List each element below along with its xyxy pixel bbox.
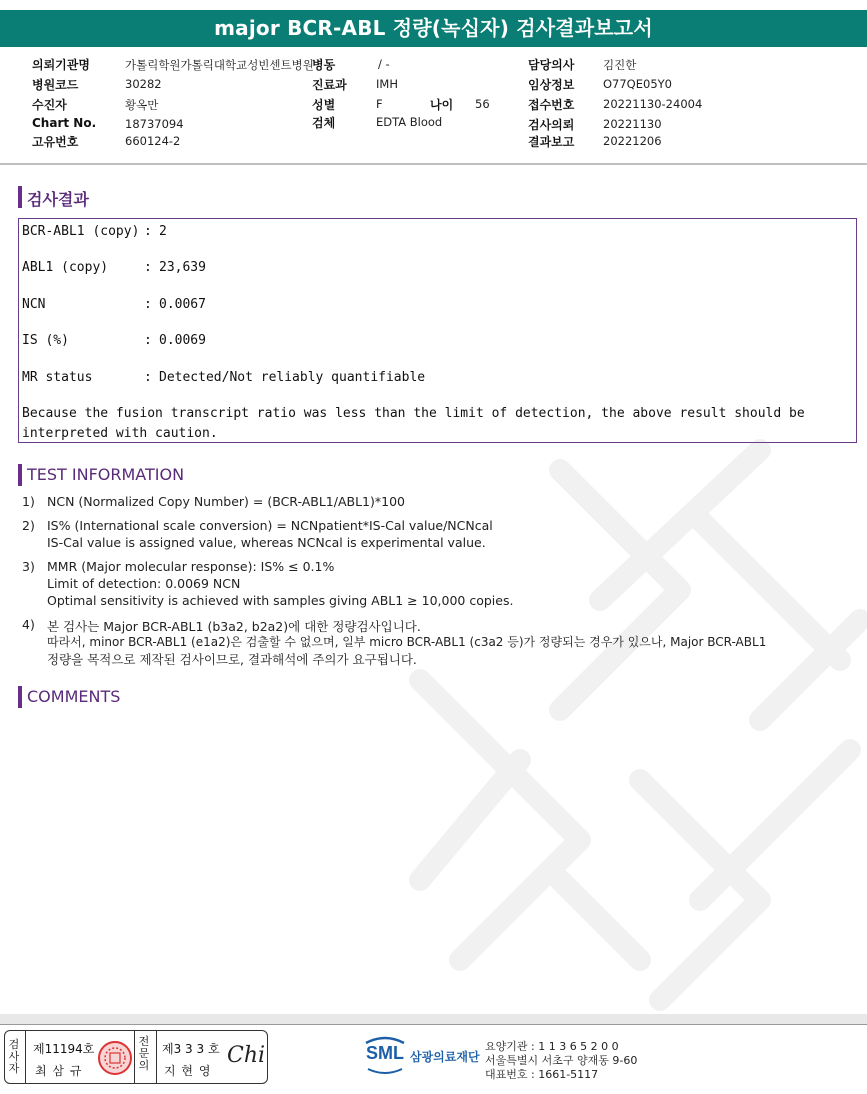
label-chart-no: Chart No. xyxy=(32,116,97,130)
test-info-num-3: 3) xyxy=(22,559,35,574)
result-sep: : xyxy=(144,224,160,239)
signature-box xyxy=(4,1030,268,1084)
test-info-num-2: 2) xyxy=(22,518,35,533)
label-receipt-no: 접수번호 xyxy=(528,98,575,112)
divider xyxy=(25,1031,26,1083)
results-box xyxy=(18,218,857,443)
label-request-date: 검사의뢰 xyxy=(528,118,575,132)
sml-logo-text: SML xyxy=(366,1043,404,1063)
label-dept: 진료과 xyxy=(312,78,347,92)
value-hospital-code: 30282 xyxy=(125,77,162,91)
label-age: 나이 xyxy=(430,98,454,112)
result-value-abl1: 23,639 xyxy=(159,260,206,275)
result-note-line2: interpreted with caution. xyxy=(22,426,218,441)
value-dept: IMH xyxy=(376,77,398,91)
expert-label xyxy=(138,1036,150,1072)
seal-stamp-icon xyxy=(97,1040,133,1076)
footer-divider xyxy=(0,1024,867,1025)
value-clinical-info: O77QE05Y0 xyxy=(603,77,672,91)
value-unique-no: 660124-2 xyxy=(125,134,181,148)
result-value-ncn: 0.0067 xyxy=(159,297,206,312)
org-name: 삼광의료재단 xyxy=(410,1050,480,1064)
tester-name: 최 삼 규 xyxy=(35,1064,83,1078)
result-label-abl1: ABL1 (copy) xyxy=(22,260,109,275)
test-info-line: Limit of detection: 0.0069 NCN xyxy=(47,576,241,591)
value-ward: / - xyxy=(378,57,390,71)
label-sex: 성별 xyxy=(312,98,336,112)
header-divider xyxy=(0,163,867,165)
value-receipt-no: 20221130-24004 xyxy=(603,97,703,111)
tester-no: 제11194호 xyxy=(33,1042,95,1056)
expert-label-text: 전문의 xyxy=(138,1035,150,1072)
footer-strip xyxy=(0,1014,867,1024)
test-info-line: IS% (International scale conversion) = NCNpatient*IS-Cal value/NCNcal xyxy=(47,518,493,533)
tester-label-text: 검사자 xyxy=(8,1038,20,1075)
label-institution: 의뢰기관명 xyxy=(32,58,90,72)
label-ward: 병동 xyxy=(312,58,336,72)
label-doctor: 담당의사 xyxy=(528,58,575,72)
result-label-ncn: NCN xyxy=(22,297,46,312)
test-info-line: NCN (Normalized Copy Number) = (BCR-ABL1/ABL1)*100 xyxy=(47,494,405,509)
result-label-bcr-abl1: BCR-ABL1 (copy) xyxy=(22,224,140,239)
result-sep: : xyxy=(144,260,160,275)
test-info-line: IS-Cal value is assigned value, whereas NCNcal is experimental value. xyxy=(47,535,486,550)
expert-no: 제3 3 3 호 xyxy=(162,1042,220,1056)
result-sep: : xyxy=(144,333,160,348)
test-info-line: Optimal sensitivity is achieved with samples giving ABL1 ≥ 10,000 copies. xyxy=(47,593,514,608)
test-info-num-1: 1) xyxy=(22,494,35,509)
result-sep: : xyxy=(144,297,160,312)
report-title-bar xyxy=(0,10,867,47)
result-label-mr-status: MR status xyxy=(22,370,93,385)
org-info-line: 대표번호 : 1661-5117 xyxy=(485,1068,599,1081)
tester-label xyxy=(8,1039,20,1075)
test-info-num-4: 4) xyxy=(22,617,35,632)
comments-heading: COMMENTS xyxy=(27,687,121,706)
section-marker xyxy=(18,686,22,708)
result-value-bcr-abl1: 2 xyxy=(159,224,167,239)
value-report-date: 20221206 xyxy=(603,134,662,148)
signature-scribble: Chi xyxy=(227,1043,266,1068)
test-info-line: 따라서, minor BCR-ABL1 (e1a2)은 검출할 수 없으며, 일부 micro BCR-ABL1 (c3a2 등)가 정량되는 경우가 있으나, Major BCR-ABL1 xyxy=(47,635,767,649)
value-specimen: EDTA Blood xyxy=(376,115,443,129)
label-clinical-info: 임상정보 xyxy=(528,78,575,92)
section-marker xyxy=(18,186,22,208)
test-info-line: MMR (Major molecular response): IS% ≤ 0.1% xyxy=(47,559,335,574)
result-value-mr-status: Detected/Not reliably quantifiable xyxy=(159,370,426,385)
label-patient: 수진자 xyxy=(32,98,67,112)
value-patient: 황옥만 xyxy=(125,98,159,112)
value-sex: F xyxy=(376,97,383,111)
value-age: 56 xyxy=(475,97,490,111)
divider xyxy=(156,1031,157,1083)
section-marker xyxy=(18,464,22,486)
test-info-line: 정량을 목적으로 제작된 검사이므로, 결과해석에 주의가 요구됩니다. xyxy=(47,652,417,667)
results-heading: 검사결과 xyxy=(27,190,89,209)
value-doctor: 김진한 xyxy=(603,58,637,72)
org-info-line: 요양기관 : 1 1 3 6 5 2 0 0 xyxy=(485,1040,619,1053)
label-specimen: 검체 xyxy=(312,116,336,130)
label-unique-no: 고유번호 xyxy=(32,135,79,149)
expert-name: 지 현 영 xyxy=(164,1064,212,1078)
result-value-is: 0.0069 xyxy=(159,333,206,348)
result-sep: : xyxy=(144,370,160,385)
test-info-line: 본 검사는 Major BCR-ABL1 (b3a2, b2a2)에 대한 정량검사입니다. xyxy=(47,619,421,634)
label-hospital-code: 병원코드 xyxy=(32,78,79,92)
report-title: major BCR-ABL 정량(녹십자) 검사결과보고서 xyxy=(214,16,653,40)
org-info-line: 서울특별시 서초구 양재동 9-60 xyxy=(485,1054,638,1067)
divider xyxy=(134,1031,135,1083)
value-request-date: 20221130 xyxy=(603,117,662,131)
result-note-line1: Because the fusion transcript ratio was less than the limit of detection, the above result should be xyxy=(22,406,805,421)
value-chart-no: 18737094 xyxy=(125,117,184,131)
test-info-heading: TEST INFORMATION xyxy=(27,465,185,484)
value-institution: 가톨릭학원가톨릭대학교성빈센트병원 xyxy=(125,58,314,72)
label-report-date: 결과보고 xyxy=(528,135,575,149)
result-label-is: IS (%) xyxy=(22,333,69,348)
